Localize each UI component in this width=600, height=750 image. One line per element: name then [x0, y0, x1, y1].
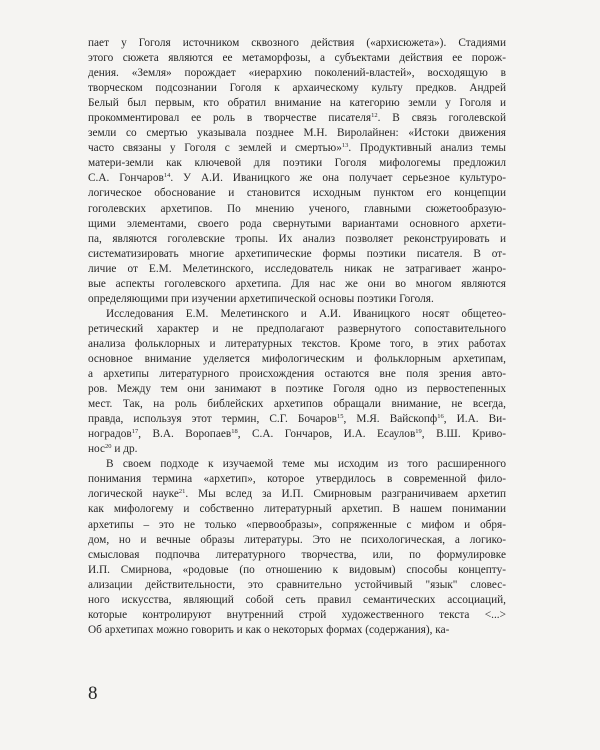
- text-run: мест. Так, на роль библейских архетипов обращали внимание, не всегда,: [88, 398, 506, 411]
- text-line: [88, 412, 506, 427]
- text-run: а архетипы литературного происхождения остаются вне поля зрения авто-: [88, 368, 506, 381]
- text-run: дения. «Земля» порождает «иерархию поколений-властей», восходящую в: [88, 67, 506, 80]
- text-line: [88, 66, 506, 81]
- text-run: гоголевских архетипов. По мнению ученого, главными сюжетообразую-: [88, 202, 506, 215]
- footnote-marker: 21: [178, 488, 186, 496]
- text-run: которые контролируют внутренний строй художественного текста <...>: [88, 608, 506, 621]
- footnote-marker: 20: [105, 443, 112, 451]
- text-run: , С.А. Гончаров, И.А. Есаулов: [237, 428, 416, 441]
- text-line: [88, 457, 506, 472]
- text-run: прокомментировал ее роль в творчестве писателя: [88, 112, 372, 125]
- text-line: [88, 578, 506, 593]
- text-run: . У А.И. Иваницкого же она получает серьезное культуро-: [170, 172, 506, 185]
- text-line: [88, 96, 506, 111]
- paragraph: [88, 307, 506, 457]
- text-line: [88, 262, 506, 277]
- text-line: [88, 292, 506, 307]
- text-run: В своем подходе к изучаемой теме мы исходим из того расширенного: [106, 458, 506, 471]
- text-run: и др.: [111, 443, 138, 456]
- text-line: [88, 186, 506, 201]
- text-line: [88, 81, 506, 96]
- text-line: [88, 352, 506, 367]
- text-line: [88, 36, 506, 51]
- text-run: нос: [88, 443, 105, 456]
- text-line: [88, 548, 506, 563]
- text-run: ретический характер и не предполагают развернутого сопоставительного: [88, 322, 506, 335]
- text-run: анализа фольклорных и литературных текстов. Кроме того, в этих работах: [88, 337, 506, 350]
- text-run: пает у Гоголя источником сквозного действия («архисюжета»). Стадиями: [88, 37, 506, 49]
- page-number: 8: [88, 683, 98, 704]
- text-line: [88, 277, 506, 292]
- footnote-marker: 13: [341, 142, 349, 150]
- text-run: . В связь гоголевской: [377, 112, 506, 125]
- text-line: [88, 487, 506, 502]
- text-line: [88, 427, 506, 442]
- text-run: основное внимание уделяется мифологическим и фольклорным архетипам,: [88, 352, 506, 365]
- text-line: [88, 337, 506, 352]
- text-line: [88, 217, 506, 232]
- text-run: . Мы вслед за И.П. Смирновым разграничиваем архетип: [185, 488, 506, 501]
- text-run: ров. Между тем они занимают в поэтике Гоголя одно из первостепенных: [88, 383, 506, 396]
- footnote-marker: 18: [231, 428, 238, 436]
- text-run: творческом подсознании Гоголя к архаическому культу предков. Андрей: [88, 82, 506, 95]
- footnote-marker: 15: [337, 413, 344, 421]
- text-line: [88, 156, 506, 171]
- text-line: [88, 111, 506, 126]
- text-run: личие от Е.М. Мелетинского, исследователь никак не затрагивает жанро-: [88, 262, 506, 275]
- text-line: [88, 202, 506, 217]
- text-line: [88, 232, 506, 247]
- text-line: [88, 593, 506, 608]
- text-run: па, являются гоголевские тропы. Их анализ позволяет реконструировать и: [88, 232, 506, 245]
- text-line: [88, 382, 506, 397]
- text-line: [88, 442, 506, 457]
- text-run: , В.А. Воропаев: [138, 428, 232, 441]
- text-run: определяющими при изучении архетипической основы поэтики Гоголя.: [88, 292, 434, 305]
- paragraph: [88, 36, 506, 307]
- text-run: И.П. Смирнова, «родовые (по отношению к видовым) способы концепту-: [88, 563, 506, 576]
- text-run: логической науке: [88, 488, 179, 501]
- text-line: [88, 171, 506, 186]
- text-run: этого сюжета являются ее метаморфозы, а субъектами действия ее порож-: [88, 52, 506, 65]
- text-run: систематизировать многие архетипические формы поэтики писателя. В от-: [88, 247, 506, 260]
- text-run: , В.Ш. Криво-: [421, 428, 507, 441]
- text-run: матери-земли как ключевой для поэтики Гоголя мифологемы предложил: [88, 157, 506, 170]
- text-run: архетипы – это не только «первообразы», сопряженные с мифом и обря-: [88, 518, 506, 531]
- text-line: [88, 608, 506, 623]
- text-line: [88, 472, 506, 487]
- text-run: ализации действительности, это сравнительно устойчивый "язык" словес-: [88, 578, 506, 591]
- text-run: понимания термина «архетип», которое утвердилось в современной фило-: [88, 473, 506, 486]
- text-run: смысловая подпочва литературного творчества, или, по формулировке: [88, 548, 506, 561]
- text-run: , И.А. Ви-: [443, 413, 506, 426]
- text-line: [88, 518, 506, 533]
- text-line: [88, 51, 506, 66]
- text-run: , М.Я. Вайскопф: [343, 413, 438, 426]
- text-run: Исследования Е.М. Мелетинского и А.И. Иваницкого носят общетео-: [106, 307, 506, 320]
- footnote-marker: 12: [371, 112, 378, 120]
- text-line: [88, 533, 506, 548]
- text-run: дом, но и вечные образы литературы. Это не психологическая, а логико-: [88, 533, 506, 546]
- paragraph: [88, 457, 506, 638]
- text-line: [88, 126, 506, 141]
- footnote-marker: 17: [131, 428, 139, 436]
- text-line: [88, 307, 506, 322]
- text-line: [88, 141, 506, 156]
- text-line: [88, 397, 506, 412]
- footnote-marker: 16: [437, 413, 444, 421]
- text-run: щими элементами, своего рода свернутыми вариантами основного архети-: [88, 217, 506, 230]
- text-line: [88, 367, 506, 382]
- text-line: [88, 247, 506, 262]
- footnote-marker: 19: [415, 428, 422, 436]
- text-run: Об архетипах можно говорить и как о некоторых формах (содержания), ка-: [88, 623, 450, 636]
- text-run: как мифологему и собственно литературный архетип. В нашем понимании: [88, 503, 506, 516]
- text-run: ноградов: [88, 428, 132, 441]
- text-run: вые аспекты гоголевского архетипа. Для нас же они во многом являются: [88, 277, 506, 290]
- text-run: С.А. Гончаров: [88, 172, 164, 185]
- text-run: . Продуктивный анализ темы: [348, 142, 507, 155]
- text-run: логическое обоснование и становится исходным пунктом его концепции: [88, 187, 506, 200]
- text-run: Белый был первым, кто обратил внимание на категорию земли у Гоголя и: [88, 97, 506, 110]
- text-line: [88, 563, 506, 578]
- text-line: [88, 502, 506, 517]
- footnote-marker: 14: [163, 172, 171, 180]
- text-run: земли со смертью указывала позднее М.Н. Виролайнен: «Истоки движения: [88, 127, 506, 140]
- body-text: [88, 36, 506, 638]
- text-line: [88, 322, 506, 337]
- text-run: правда, используя этот термин, С.Г. Бочаров: [88, 413, 338, 426]
- text-run: часто связаны у Гоголя с землей и смертью»: [88, 142, 342, 155]
- text-line: [88, 623, 506, 638]
- text-run: ного искусства, являющий собой сеть правил семантических ассоциаций,: [88, 593, 506, 606]
